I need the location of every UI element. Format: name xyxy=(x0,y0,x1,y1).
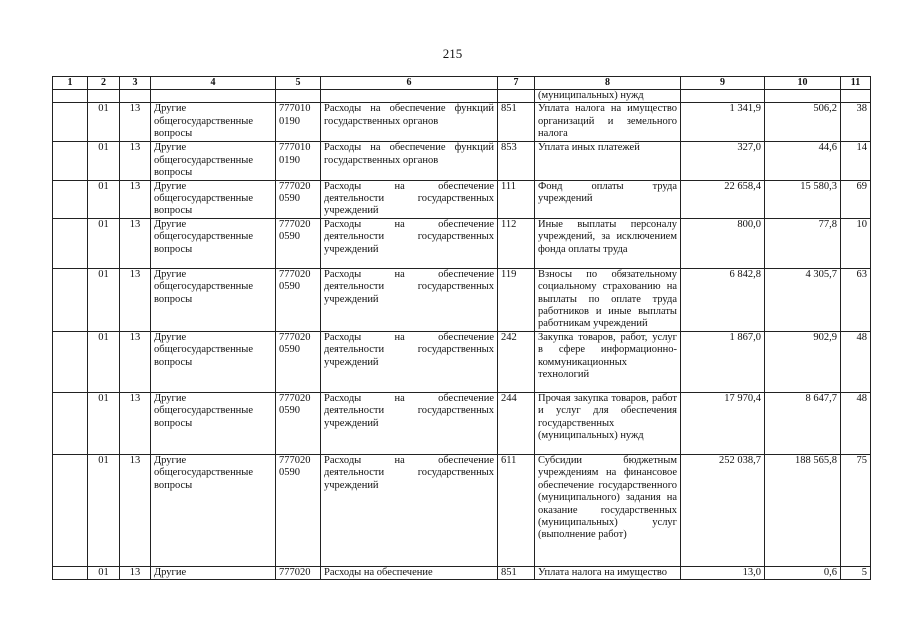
expense-type-name: Взносы по обязательному социальному страхованию на выплаты по оплате труда работников и иные выплаты работникам учреждений xyxy=(535,268,681,331)
actual-amount: 44,6 xyxy=(765,142,841,180)
col-header: 4 xyxy=(151,77,276,90)
execution-percent: 38 xyxy=(841,103,871,142)
actual-amount: 4 305,7 xyxy=(765,268,841,331)
page-number: 215 xyxy=(442,46,463,61)
subsection-code: 13 xyxy=(120,454,151,566)
section-name: Другие общегосударственные вопросы xyxy=(151,218,276,268)
section-name: Другие xyxy=(151,566,276,579)
table-row xyxy=(53,268,871,331)
target-name: Расходы на обеспечение деятельности государственных учреждений xyxy=(321,331,498,392)
target-name: Расходы на обеспечение функций государственных органов xyxy=(321,103,498,142)
actual-amount: 8 647,7 xyxy=(765,392,841,454)
target-code: 777020 0590 xyxy=(276,392,321,454)
section-code: 01 xyxy=(88,392,120,454)
section-code: 01 xyxy=(88,268,120,331)
subsection-code: 13 xyxy=(120,103,151,142)
target-code: 777010 0190 xyxy=(276,103,321,142)
section-code: 01 xyxy=(88,566,120,579)
execution-percent: 63 xyxy=(841,268,871,331)
expense-type-code: 853 xyxy=(498,142,535,180)
section-name: Другие общегосударственные вопросы xyxy=(151,331,276,392)
section-code: 01 xyxy=(88,454,120,566)
actual-amount: 0,6 xyxy=(765,566,841,579)
target-code: 777020 0590 xyxy=(276,454,321,566)
section-name: Другие общегосударственные вопросы xyxy=(151,142,276,180)
col-header: 6 xyxy=(321,77,498,90)
expense-type-code: 119 xyxy=(498,268,535,331)
planned-amount: 17 970,4 xyxy=(681,392,765,454)
col-header: 7 xyxy=(498,77,535,90)
execution-percent: 75 xyxy=(841,454,871,566)
table-row xyxy=(53,180,871,218)
expense-type-code: 851 xyxy=(498,566,535,579)
execution-percent: 48 xyxy=(841,331,871,392)
actual-amount: 506,2 xyxy=(765,103,841,142)
target-name: Расходы на обеспечение деятельности государственных учреждений xyxy=(321,392,498,454)
execution-percent: 10 xyxy=(841,218,871,268)
expense-type-name: Прочая закупка товаров, работ и услуг для обеспечения государственных (муниципальных) нужд xyxy=(535,392,681,454)
table-row xyxy=(53,331,871,392)
section-code: 01 xyxy=(88,218,120,268)
section-name: Другие общегосударственные вопросы xyxy=(151,103,276,142)
subsection-code: 13 xyxy=(120,180,151,218)
planned-amount: 22 658,4 xyxy=(681,180,765,218)
section-name: Другие общегосударственные вопросы xyxy=(151,392,276,454)
target-code: 777010 0190 xyxy=(276,142,321,180)
col-header: 1 xyxy=(53,77,88,90)
execution-percent: 14 xyxy=(841,142,871,180)
target-code: 777020 0590 xyxy=(276,180,321,218)
section-name: Другие общегосударственные вопросы xyxy=(151,180,276,218)
expense-type-name: Уплата иных платежей xyxy=(535,142,681,180)
execution-percent: 48 xyxy=(841,392,871,454)
section-name: Другие общегосударственные вопросы xyxy=(151,268,276,331)
actual-amount: 902,9 xyxy=(765,331,841,392)
planned-amount: 327,0 xyxy=(681,142,765,180)
col-header: 5 xyxy=(276,77,321,90)
target-code: 777020 0590 xyxy=(276,218,321,268)
col-header: 2 xyxy=(88,77,120,90)
planned-amount: 800,0 xyxy=(681,218,765,268)
target-name: Расходы на обеспечение деятельности государственных учреждений xyxy=(321,454,498,566)
section-code: 01 xyxy=(88,331,120,392)
col-header: 11 xyxy=(841,77,871,90)
expense-type-name: Иные выплаты персоналу учреждений, за исключением фонда оплаты труда xyxy=(535,218,681,268)
subsection-code: 13 xyxy=(120,392,151,454)
expense-type-name: Закупка товаров, работ, услуг в сфере информационно-коммуникационных технологий xyxy=(535,331,681,392)
target-name: Расходы на обеспечение деятельности государственных учреждений xyxy=(321,268,498,331)
continuation-text: (муниципальных) нужд xyxy=(535,90,681,103)
expense-type-code: 611 xyxy=(498,454,535,566)
header-row xyxy=(53,77,871,90)
target-code: 777020 xyxy=(276,566,321,579)
execution-percent: 5 xyxy=(841,566,871,579)
table-row xyxy=(53,103,871,142)
expense-type-code: 112 xyxy=(498,218,535,268)
subsection-code: 13 xyxy=(120,331,151,392)
target-name: Расходы на обеспечение функций государственных органов xyxy=(321,142,498,180)
expense-type-name: Фонд оплаты труда учреждений xyxy=(535,180,681,218)
table-row xyxy=(53,142,871,180)
table-row xyxy=(53,566,871,579)
expense-type-code: 244 xyxy=(498,392,535,454)
subsection-code: 13 xyxy=(120,218,151,268)
actual-amount: 15 580,3 xyxy=(765,180,841,218)
section-code: 01 xyxy=(88,142,120,180)
col-header: 3 xyxy=(120,77,151,90)
section-name: Другие общегосударственные вопросы xyxy=(151,454,276,566)
planned-amount: 1 341,9 xyxy=(681,103,765,142)
target-name: Расходы на обеспечение xyxy=(321,566,498,579)
subsection-code: 13 xyxy=(120,142,151,180)
continuation-row xyxy=(53,90,871,103)
col-header: 10 xyxy=(765,77,841,90)
target-name: Расходы на обеспечение деятельности государственных учреждений xyxy=(321,180,498,218)
target-code: 777020 0590 xyxy=(276,268,321,331)
actual-amount: 188 565,8 xyxy=(765,454,841,566)
budget-table xyxy=(52,76,871,580)
table-row xyxy=(53,454,871,566)
section-code: 01 xyxy=(88,103,120,142)
col-header: 8 xyxy=(535,77,681,90)
expense-type-code: 242 xyxy=(498,331,535,392)
table-row xyxy=(53,392,871,454)
actual-amount: 77,8 xyxy=(765,218,841,268)
expense-type-name: Субсидии бюджетным учреждениям на финансовое обеспечение государственного (муниципального) задания на оказание государственных (муниципальных) услуг (выполнение работ) xyxy=(535,454,681,566)
table-row xyxy=(53,218,871,268)
target-code: 777020 0590 xyxy=(276,331,321,392)
planned-amount: 252 038,7 xyxy=(681,454,765,566)
planned-amount: 13,0 xyxy=(681,566,765,579)
planned-amount: 1 867,0 xyxy=(681,331,765,392)
target-name: Расходы на обеспечение деятельности государственных учреждений xyxy=(321,218,498,268)
execution-percent: 69 xyxy=(841,180,871,218)
col-header: 9 xyxy=(681,77,765,90)
expense-type-name: Уплата налога на имущество организаций и земельного налога xyxy=(535,103,681,142)
section-code: 01 xyxy=(88,180,120,218)
subsection-code: 13 xyxy=(120,566,151,579)
expense-type-code: 111 xyxy=(498,180,535,218)
expense-type-code: 851 xyxy=(498,103,535,142)
expense-type-name: Уплата налога на имущество xyxy=(535,566,681,579)
subsection-code: 13 xyxy=(120,268,151,331)
planned-amount: 6 842,8 xyxy=(681,268,765,331)
